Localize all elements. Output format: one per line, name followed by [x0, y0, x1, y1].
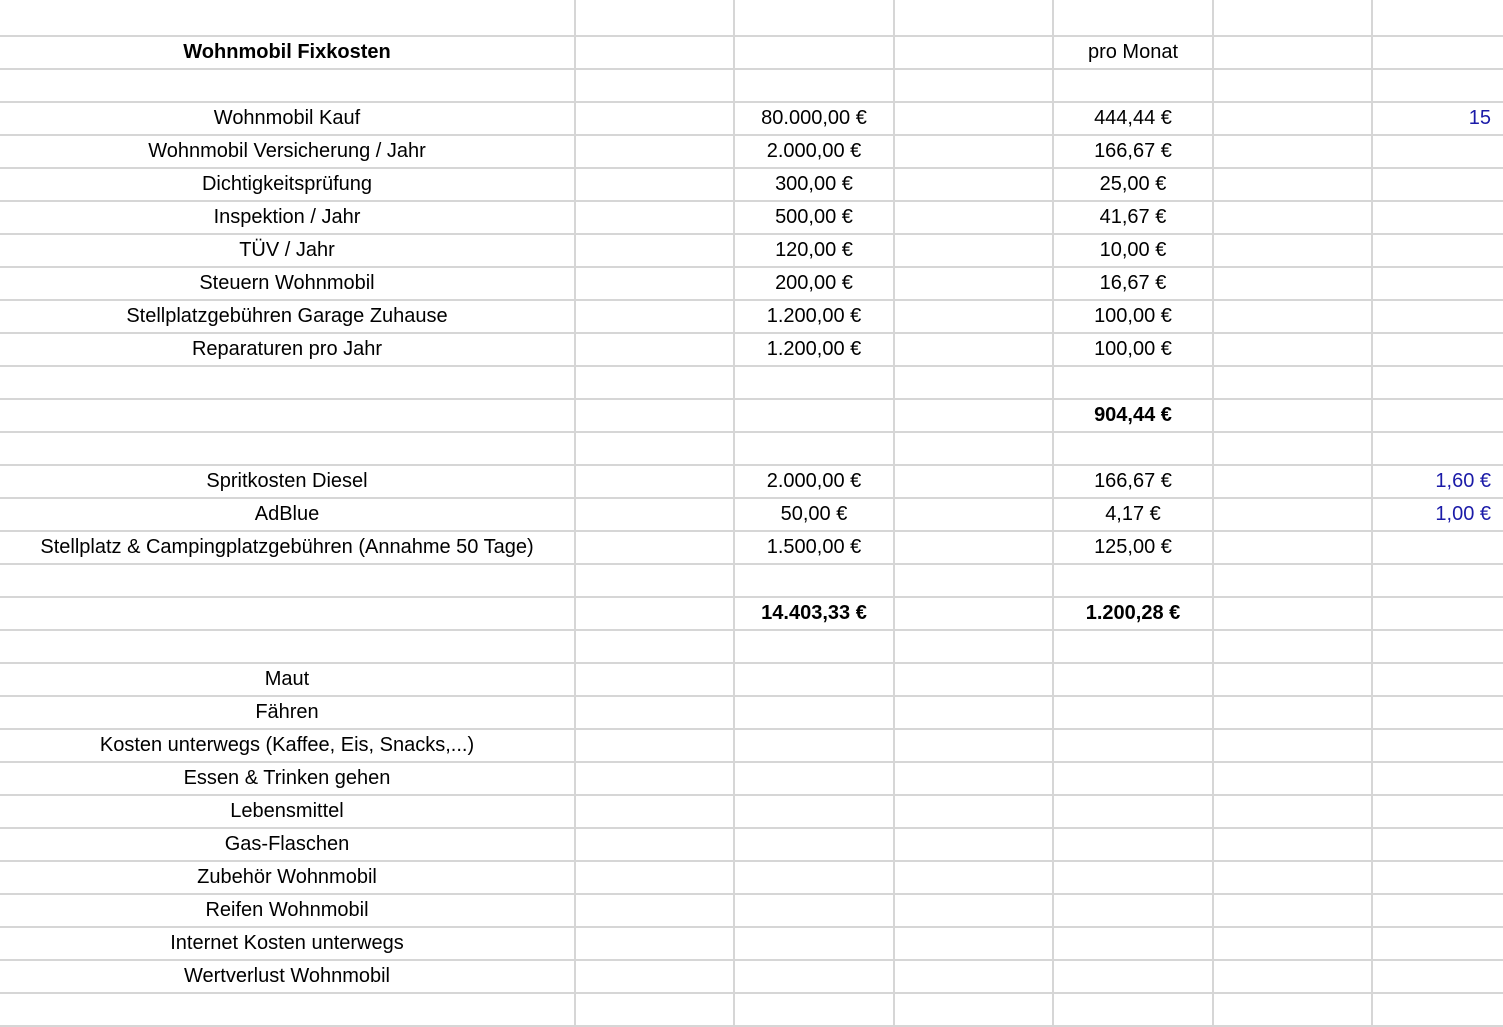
empty-cell[interactable]: [894, 498, 1053, 531]
total-yearly[interactable]: 14.403,33 €: [734, 597, 894, 630]
empty-cell[interactable]: [734, 432, 894, 465]
other-cost-label[interactable]: Essen & Trinken gehen: [0, 762, 575, 795]
empty-cell[interactable]: [575, 465, 734, 498]
empty-cell[interactable]: [1372, 531, 1503, 564]
empty-cell[interactable]: [1053, 366, 1213, 399]
empty-cell[interactable]: [1213, 861, 1372, 894]
empty-cell[interactable]: [1213, 894, 1372, 927]
empty-cell[interactable]: [734, 630, 894, 663]
empty-cell[interactable]: [1213, 102, 1372, 135]
empty-cell[interactable]: [1213, 333, 1372, 366]
empty-cell[interactable]: [575, 36, 734, 69]
empty-cell[interactable]: [1372, 267, 1503, 300]
empty-cell[interactable]: [575, 663, 734, 696]
blank-row: [0, 564, 1503, 597]
empty-cell[interactable]: [1372, 399, 1503, 432]
empty-cell[interactable]: [575, 927, 734, 960]
cost-yearly[interactable]: 200,00 €: [734, 267, 894, 300]
cost-yearly[interactable]: 80.000,00 €: [734, 102, 894, 135]
empty-cell[interactable]: [1213, 531, 1372, 564]
empty-cell[interactable]: [575, 597, 734, 630]
cost-label[interactable]: Spritkosten Diesel: [0, 465, 575, 498]
empty-cell[interactable]: [575, 432, 734, 465]
empty-cell[interactable]: [1372, 729, 1503, 762]
empty-cell[interactable]: [1053, 69, 1213, 102]
cost-monthly[interactable]: 4,17 €: [1053, 498, 1213, 531]
total-row: [0, 597, 1503, 630]
empty-cell[interactable]: [575, 300, 734, 333]
total-monthly[interactable]: 1.200,28 €: [1053, 597, 1213, 630]
empty-cell[interactable]: [1053, 795, 1213, 828]
other-cost-row: [0, 894, 1503, 927]
empty-cell[interactable]: [894, 333, 1053, 366]
empty-cell[interactable]: [734, 69, 894, 102]
empty-cell[interactable]: [1053, 861, 1213, 894]
other-cost-label[interactable]: Wertverlust Wohnmobil: [0, 960, 575, 993]
other-cost-label[interactable]: Gas-Flaschen: [0, 828, 575, 861]
empty-cell[interactable]: [575, 102, 734, 135]
empty-cell[interactable]: [575, 564, 734, 597]
fixed-cost-row: [0, 201, 1503, 234]
empty-cell[interactable]: [1213, 168, 1372, 201]
empty-cell[interactable]: [1053, 927, 1213, 960]
empty-cell[interactable]: [1053, 960, 1213, 993]
empty-cell[interactable]: [1213, 960, 1372, 993]
empty-cell[interactable]: [894, 960, 1053, 993]
empty-cell[interactable]: [0, 432, 575, 465]
cost-label[interactable]: Stellplatz & Campingplatzgebühren (Annahme 50 Tage): [0, 531, 575, 564]
cost-monthly[interactable]: 41,67 €: [1053, 201, 1213, 234]
empty-cell[interactable]: [1213, 399, 1372, 432]
empty-cell[interactable]: [1372, 861, 1503, 894]
empty-cell[interactable]: [894, 597, 1053, 630]
other-cost-row: [0, 861, 1503, 894]
empty-cell[interactable]: [1213, 597, 1372, 630]
empty-cell[interactable]: [894, 102, 1053, 135]
header-row: [0, 36, 1503, 69]
cost-yearly[interactable]: 1.200,00 €: [734, 333, 894, 366]
empty-cell[interactable]: [1372, 927, 1503, 960]
empty-cell[interactable]: [734, 399, 894, 432]
empty-cell[interactable]: [1372, 0, 1503, 36]
blank-row: [0, 366, 1503, 399]
empty-cell[interactable]: [1213, 36, 1372, 69]
empty-cell[interactable]: [575, 960, 734, 993]
empty-cell[interactable]: [1213, 201, 1372, 234]
other-cost-row: [0, 927, 1503, 960]
empty-cell[interactable]: [1053, 696, 1213, 729]
cost-note[interactable]: 1,60 €: [1372, 465, 1503, 498]
empty-cell[interactable]: [1213, 564, 1372, 597]
empty-cell[interactable]: [894, 300, 1053, 333]
empty-cell[interactable]: [734, 564, 894, 597]
empty-cell[interactable]: [734, 36, 894, 69]
cost-label[interactable]: TÜV / Jahr: [0, 234, 575, 267]
cost-monthly[interactable]: 10,00 €: [1053, 234, 1213, 267]
empty-cell[interactable]: [575, 168, 734, 201]
other-cost-row: [0, 762, 1503, 795]
cost-yearly[interactable]: 50,00 €: [734, 498, 894, 531]
cost-label[interactable]: Stellplatzgebühren Garage Zuhause: [0, 300, 575, 333]
empty-cell[interactable]: [1053, 0, 1213, 36]
empty-cell[interactable]: [1213, 0, 1372, 36]
empty-cell[interactable]: [1213, 993, 1372, 1026]
empty-cell[interactable]: [0, 399, 575, 432]
empty-cell[interactable]: [1213, 366, 1372, 399]
empty-cell[interactable]: [734, 0, 894, 36]
empty-cell[interactable]: [1053, 432, 1213, 465]
empty-cell[interactable]: [1213, 465, 1372, 498]
empty-cell[interactable]: [575, 828, 734, 861]
cost-label[interactable]: Steuern Wohnmobil: [0, 267, 575, 300]
empty-cell[interactable]: [894, 696, 1053, 729]
empty-cell[interactable]: [575, 762, 734, 795]
cost-monthly[interactable]: 25,00 €: [1053, 168, 1213, 201]
cost-label[interactable]: Inspektion / Jahr: [0, 201, 575, 234]
cost-yearly[interactable]: 500,00 €: [734, 201, 894, 234]
empty-cell[interactable]: [1213, 927, 1372, 960]
other-cost-label[interactable]: Lebensmittel: [0, 795, 575, 828]
empty-cell[interactable]: [575, 894, 734, 927]
empty-cell[interactable]: [1213, 630, 1372, 663]
empty-cell[interactable]: [1213, 696, 1372, 729]
travel-cost-row: [0, 531, 1503, 564]
cost-yearly[interactable]: 2.000,00 €: [734, 135, 894, 168]
cost-monthly[interactable]: 100,00 €: [1053, 300, 1213, 333]
empty-cell[interactable]: [575, 498, 734, 531]
empty-cell[interactable]: [734, 927, 894, 960]
empty-cell[interactable]: [0, 630, 575, 663]
cost-label[interactable]: AdBlue: [0, 498, 575, 531]
fixed-cost-row: [0, 102, 1503, 135]
empty-cell[interactable]: [1213, 234, 1372, 267]
empty-cell[interactable]: [894, 663, 1053, 696]
empty-cell[interactable]: [734, 696, 894, 729]
fixed-cost-row: [0, 234, 1503, 267]
empty-cell[interactable]: [1372, 300, 1503, 333]
empty-cell[interactable]: [1213, 663, 1372, 696]
empty-cell[interactable]: [894, 432, 1053, 465]
empty-cell[interactable]: [894, 465, 1053, 498]
empty-cell[interactable]: [575, 267, 734, 300]
empty-cell[interactable]: [1372, 696, 1503, 729]
empty-cell[interactable]: [1213, 795, 1372, 828]
empty-cell[interactable]: [1372, 135, 1503, 168]
empty-cell[interactable]: [1372, 828, 1503, 861]
cost-label[interactable]: Wohnmobil Kauf: [0, 102, 575, 135]
fixed-cost-row: [0, 300, 1503, 333]
other-cost-row: [0, 663, 1503, 696]
empty-cell[interactable]: [734, 894, 894, 927]
blank-row: [0, 993, 1503, 1026]
empty-cell[interactable]: [894, 135, 1053, 168]
empty-cell[interactable]: [1372, 960, 1503, 993]
empty-cell[interactable]: [894, 993, 1053, 1026]
empty-cell[interactable]: [0, 993, 575, 1026]
empty-cell[interactable]: [1372, 36, 1503, 69]
blank-row: [0, 630, 1503, 663]
empty-cell[interactable]: [1372, 333, 1503, 366]
fixed-cost-row: [0, 333, 1503, 366]
empty-cell[interactable]: [894, 531, 1053, 564]
empty-cell[interactable]: [575, 531, 734, 564]
empty-cell[interactable]: [1372, 201, 1503, 234]
cost-yearly[interactable]: 2.000,00 €: [734, 465, 894, 498]
empty-cell[interactable]: [1372, 69, 1503, 102]
other-cost-row: [0, 729, 1503, 762]
other-cost-row: [0, 696, 1503, 729]
empty-cell[interactable]: [1053, 630, 1213, 663]
empty-cell[interactable]: [1053, 993, 1213, 1026]
empty-cell[interactable]: [1213, 828, 1372, 861]
cost-monthly[interactable]: 100,00 €: [1053, 333, 1213, 366]
empty-cell[interactable]: [575, 696, 734, 729]
cost-monthly[interactable]: 444,44 €: [1053, 102, 1213, 135]
other-cost-row: [0, 828, 1503, 861]
empty-cell[interactable]: [575, 135, 734, 168]
empty-cell[interactable]: [734, 861, 894, 894]
cost-monthly[interactable]: 166,67 €: [1053, 135, 1213, 168]
empty-cell[interactable]: [1053, 729, 1213, 762]
empty-cell[interactable]: [1372, 432, 1503, 465]
empty-cell[interactable]: [1372, 564, 1503, 597]
empty-cell[interactable]: [1372, 597, 1503, 630]
other-cost-label[interactable]: Maut: [0, 663, 575, 696]
empty-cell[interactable]: [894, 36, 1053, 69]
empty-cell[interactable]: [1213, 300, 1372, 333]
cost-label[interactable]: Wohnmobil Versicherung / Jahr: [0, 135, 575, 168]
empty-cell[interactable]: [894, 927, 1053, 960]
empty-cell[interactable]: [1213, 762, 1372, 795]
other-cost-label[interactable]: Zubehör Wohnmobil: [0, 861, 575, 894]
cost-monthly[interactable]: 16,67 €: [1053, 267, 1213, 300]
other-cost-label[interactable]: Reifen Wohnmobil: [0, 894, 575, 927]
other-cost-row: [0, 960, 1503, 993]
empty-cell[interactable]: [1372, 234, 1503, 267]
empty-cell[interactable]: [1053, 564, 1213, 597]
travel-cost-row: [0, 498, 1503, 531]
empty-cell[interactable]: [0, 564, 575, 597]
empty-cell[interactable]: [0, 0, 575, 36]
empty-cell[interactable]: [1053, 762, 1213, 795]
empty-cell[interactable]: [575, 234, 734, 267]
empty-cell[interactable]: [1213, 135, 1372, 168]
empty-cell[interactable]: [575, 69, 734, 102]
empty-cell[interactable]: [894, 234, 1053, 267]
empty-cell[interactable]: [1372, 894, 1503, 927]
empty-cell[interactable]: [575, 729, 734, 762]
empty-cell[interactable]: [894, 894, 1053, 927]
cost-yearly[interactable]: 1.500,00 €: [734, 531, 894, 564]
empty-cell[interactable]: [1213, 432, 1372, 465]
empty-cell[interactable]: [1372, 168, 1503, 201]
empty-cell[interactable]: [575, 795, 734, 828]
empty-cell[interactable]: [0, 597, 575, 630]
fixed-cost-row: [0, 168, 1503, 201]
blank-row: [0, 0, 1503, 36]
other-cost-label[interactable]: Internet Kosten unterwegs: [0, 927, 575, 960]
empty-cell[interactable]: [734, 828, 894, 861]
cost-note[interactable]: 1,00 €: [1372, 498, 1503, 531]
empty-cell[interactable]: [575, 630, 734, 663]
subtotal-row: [0, 399, 1503, 432]
cost-yearly[interactable]: 1.200,00 €: [734, 300, 894, 333]
empty-cell[interactable]: [734, 795, 894, 828]
empty-cell[interactable]: [1372, 630, 1503, 663]
empty-cell[interactable]: [575, 861, 734, 894]
cost-label[interactable]: Dichtigkeitsprüfung: [0, 168, 575, 201]
blank-row: [0, 69, 1503, 102]
empty-cell[interactable]: [734, 993, 894, 1026]
empty-cell[interactable]: [575, 366, 734, 399]
empty-cell[interactable]: [1372, 366, 1503, 399]
empty-cell[interactable]: [575, 0, 734, 36]
empty-cell[interactable]: [894, 630, 1053, 663]
cost-note[interactable]: 15: [1372, 102, 1503, 135]
empty-cell[interactable]: [734, 762, 894, 795]
empty-cell[interactable]: [1372, 795, 1503, 828]
empty-cell[interactable]: [1213, 69, 1372, 102]
empty-cell[interactable]: [0, 366, 575, 399]
empty-cell[interactable]: [575, 399, 734, 432]
cost-yearly[interactable]: 300,00 €: [734, 168, 894, 201]
empty-cell[interactable]: [575, 201, 734, 234]
cost-monthly[interactable]: 166,67 €: [1053, 465, 1213, 498]
empty-cell[interactable]: [894, 564, 1053, 597]
empty-cell[interactable]: [1213, 498, 1372, 531]
empty-cell[interactable]: [894, 0, 1053, 36]
empty-cell[interactable]: [1053, 828, 1213, 861]
empty-cell[interactable]: [1213, 267, 1372, 300]
cost-yearly[interactable]: 120,00 €: [734, 234, 894, 267]
sheet-title[interactable]: Wohnmobil Fixkosten: [0, 36, 575, 69]
empty-cell[interactable]: [575, 333, 734, 366]
empty-cell[interactable]: [894, 861, 1053, 894]
empty-cell[interactable]: [1213, 729, 1372, 762]
other-cost-label[interactable]: Fähren: [0, 696, 575, 729]
empty-cell[interactable]: [894, 795, 1053, 828]
empty-cell[interactable]: [894, 201, 1053, 234]
empty-cell[interactable]: [1372, 762, 1503, 795]
empty-cell[interactable]: [1053, 894, 1213, 927]
blank-row: [0, 432, 1503, 465]
empty-cell[interactable]: [575, 993, 734, 1026]
travel-cost-row: [0, 465, 1503, 498]
other-cost-label[interactable]: Kosten unterwegs (Kaffee, Eis, Snacks,...): [0, 729, 575, 762]
cost-monthly[interactable]: 125,00 €: [1053, 531, 1213, 564]
fixed-cost-row: [0, 135, 1503, 168]
header-monthly[interactable]: pro Monat: [1053, 36, 1213, 69]
empty-cell[interactable]: [894, 399, 1053, 432]
empty-cell[interactable]: [894, 168, 1053, 201]
fixed-cost-row: [0, 267, 1503, 300]
empty-cell[interactable]: [894, 762, 1053, 795]
fixed-subtotal-monthly[interactable]: 904,44 €: [1053, 399, 1213, 432]
empty-cell[interactable]: [734, 663, 894, 696]
other-cost-row: [0, 795, 1503, 828]
empty-cell[interactable]: [734, 366, 894, 399]
empty-cell[interactable]: [0, 69, 575, 102]
empty-cell[interactable]: [1372, 993, 1503, 1026]
cost-label[interactable]: Reparaturen pro Jahr: [0, 333, 575, 366]
empty-cell[interactable]: [734, 729, 894, 762]
empty-cell[interactable]: [894, 729, 1053, 762]
empty-cell[interactable]: [894, 69, 1053, 102]
empty-cell[interactable]: [1372, 663, 1503, 696]
empty-cell[interactable]: [1053, 663, 1213, 696]
empty-cell[interactable]: [734, 960, 894, 993]
empty-cell[interactable]: [894, 267, 1053, 300]
empty-cell[interactable]: [894, 828, 1053, 861]
empty-cell[interactable]: [894, 366, 1053, 399]
